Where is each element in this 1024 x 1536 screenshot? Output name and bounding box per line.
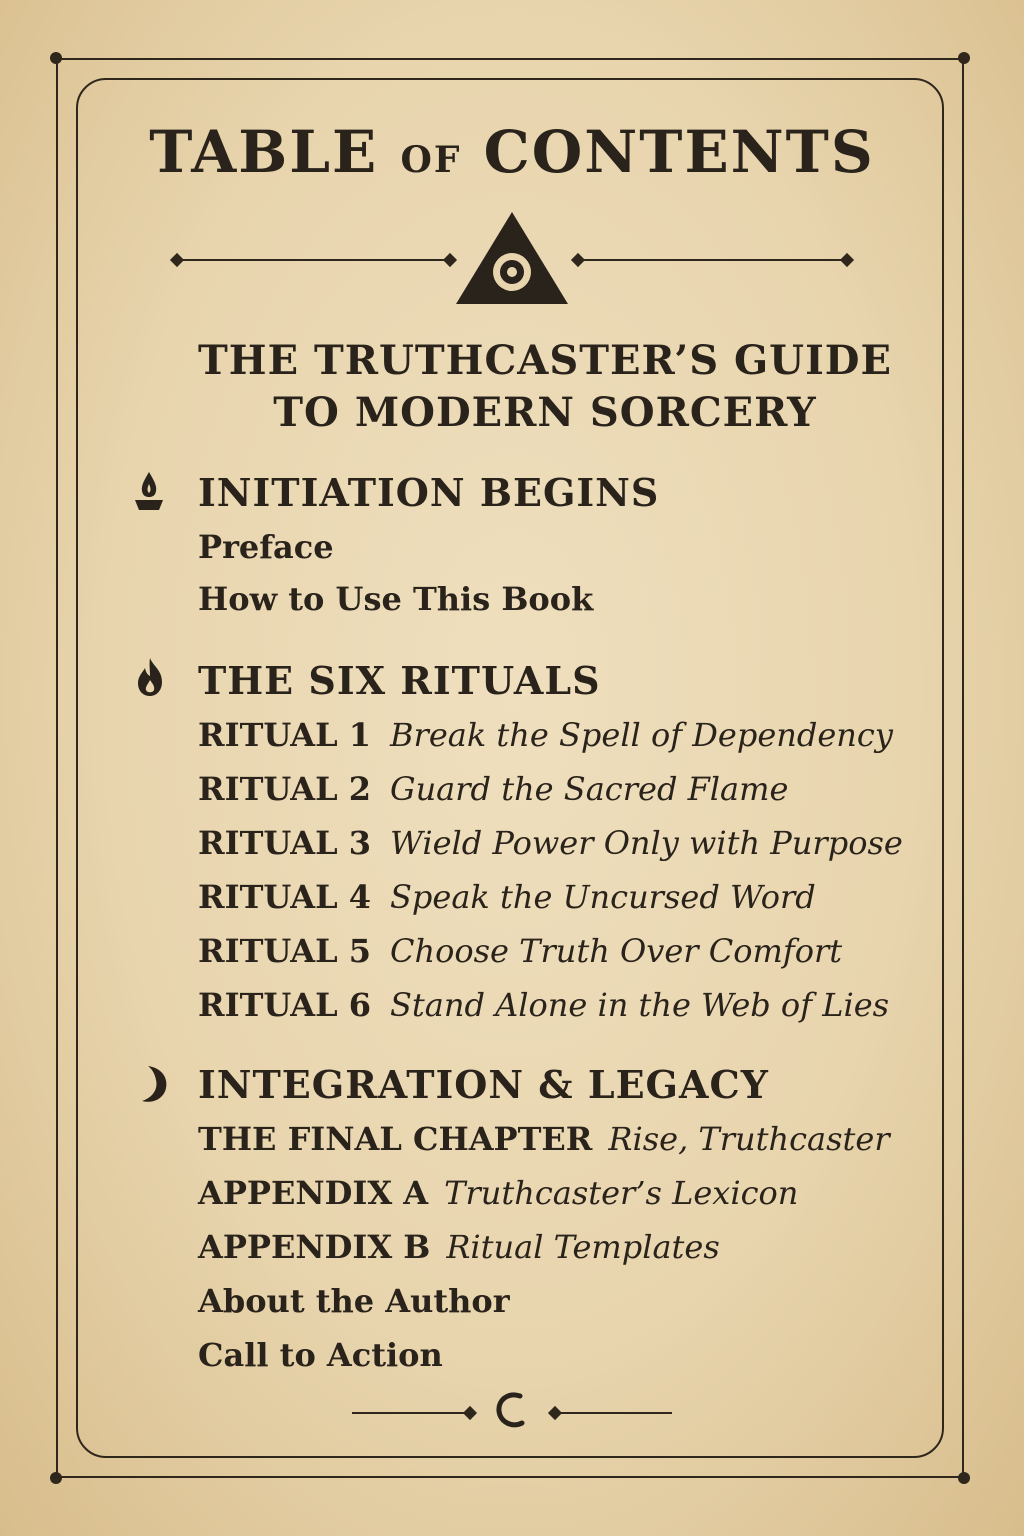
appendix-title: Ritual Templates bbox=[446, 1228, 720, 1266]
eye-triangle-icon bbox=[454, 210, 570, 306]
toc-entry-ritual-5[interactable] bbox=[198, 932, 842, 970]
ritual-title: Break the Spell of Dependency bbox=[390, 716, 893, 754]
appendix-label: APPENDIX A bbox=[198, 1174, 429, 1212]
appendix-label: APPENDIX B bbox=[198, 1228, 431, 1266]
divider-line-left bbox=[180, 259, 450, 261]
footer-line-left bbox=[352, 1412, 468, 1414]
title-word-table: TABLE bbox=[149, 118, 379, 186]
toc-entry-about-author[interactable]: About the Author bbox=[198, 1282, 510, 1320]
crescent-moon-icon bbox=[138, 1064, 168, 1104]
section-heading-integration: INTEGRATION & LEGACY bbox=[198, 1062, 769, 1107]
page-title bbox=[0, 118, 1024, 186]
divider-line-right bbox=[580, 259, 848, 261]
toc-entry-appendix-b[interactable] bbox=[198, 1228, 720, 1266]
toc-entry-appendix-a[interactable] bbox=[198, 1174, 798, 1212]
fire-icon bbox=[134, 656, 166, 698]
corner-dot-bottom-left bbox=[50, 1472, 62, 1484]
appendix-title: Truthcaster’s Lexicon bbox=[444, 1174, 799, 1212]
title-word-contents: CONTENTS bbox=[483, 118, 875, 186]
toc-entry-ritual-1[interactable] bbox=[198, 716, 893, 754]
ritual-label: RITUAL 6 bbox=[198, 986, 372, 1024]
ritual-title: Stand Alone in the Web of Lies bbox=[390, 986, 890, 1024]
ritual-title: Wield Power Only with Purpose bbox=[390, 824, 903, 862]
ritual-label: RITUAL 2 bbox=[198, 770, 372, 808]
corner-dot-top-right bbox=[958, 52, 970, 64]
toc-entry-ritual-6[interactable] bbox=[198, 986, 889, 1024]
ritual-label: RITUAL 1 bbox=[198, 716, 372, 754]
toc-entry-ritual-4[interactable] bbox=[198, 878, 816, 916]
chapter-label: THE FINAL CHAPTER bbox=[198, 1120, 593, 1158]
book-title-line-2: TO MODERN SORCERY bbox=[273, 389, 817, 436]
toc-entry-final-chapter[interactable] bbox=[198, 1120, 890, 1158]
title-word-of: OF bbox=[400, 139, 462, 181]
footer-line-right bbox=[558, 1412, 672, 1414]
section-heading-initiation: INITIATION BEGINS bbox=[198, 470, 660, 515]
crescent-ornament-icon bbox=[494, 1390, 530, 1430]
section-heading-six-rituals: THE SIX RITUALS bbox=[198, 658, 601, 703]
ritual-title: Speak the Uncursed Word bbox=[390, 878, 816, 916]
toc-entry-preface[interactable]: Preface bbox=[198, 528, 334, 566]
book-title-line-1: THE TRUTHCASTER’S GUIDE bbox=[198, 337, 892, 384]
candle-flame-icon bbox=[132, 470, 166, 514]
toc-entry-ritual-2[interactable] bbox=[198, 770, 788, 808]
toc-entry-call-to-action[interactable]: Call to Action bbox=[198, 1336, 443, 1374]
chapter-title: Rise, Truthcaster bbox=[608, 1120, 890, 1158]
corner-dot-bottom-right bbox=[958, 1472, 970, 1484]
ritual-title: Choose Truth Over Comfort bbox=[390, 932, 843, 970]
toc-entry-ritual-3[interactable] bbox=[198, 824, 903, 862]
toc-entry-how-to-use[interactable]: How to Use This Book bbox=[198, 580, 594, 618]
ritual-label: RITUAL 5 bbox=[198, 932, 372, 970]
ritual-label: RITUAL 3 bbox=[198, 824, 372, 862]
ritual-label: RITUAL 4 bbox=[198, 878, 372, 916]
corner-dot-top-left bbox=[50, 52, 62, 64]
book-title bbox=[180, 335, 910, 439]
ritual-title: Guard the Sacred Flame bbox=[390, 770, 789, 808]
